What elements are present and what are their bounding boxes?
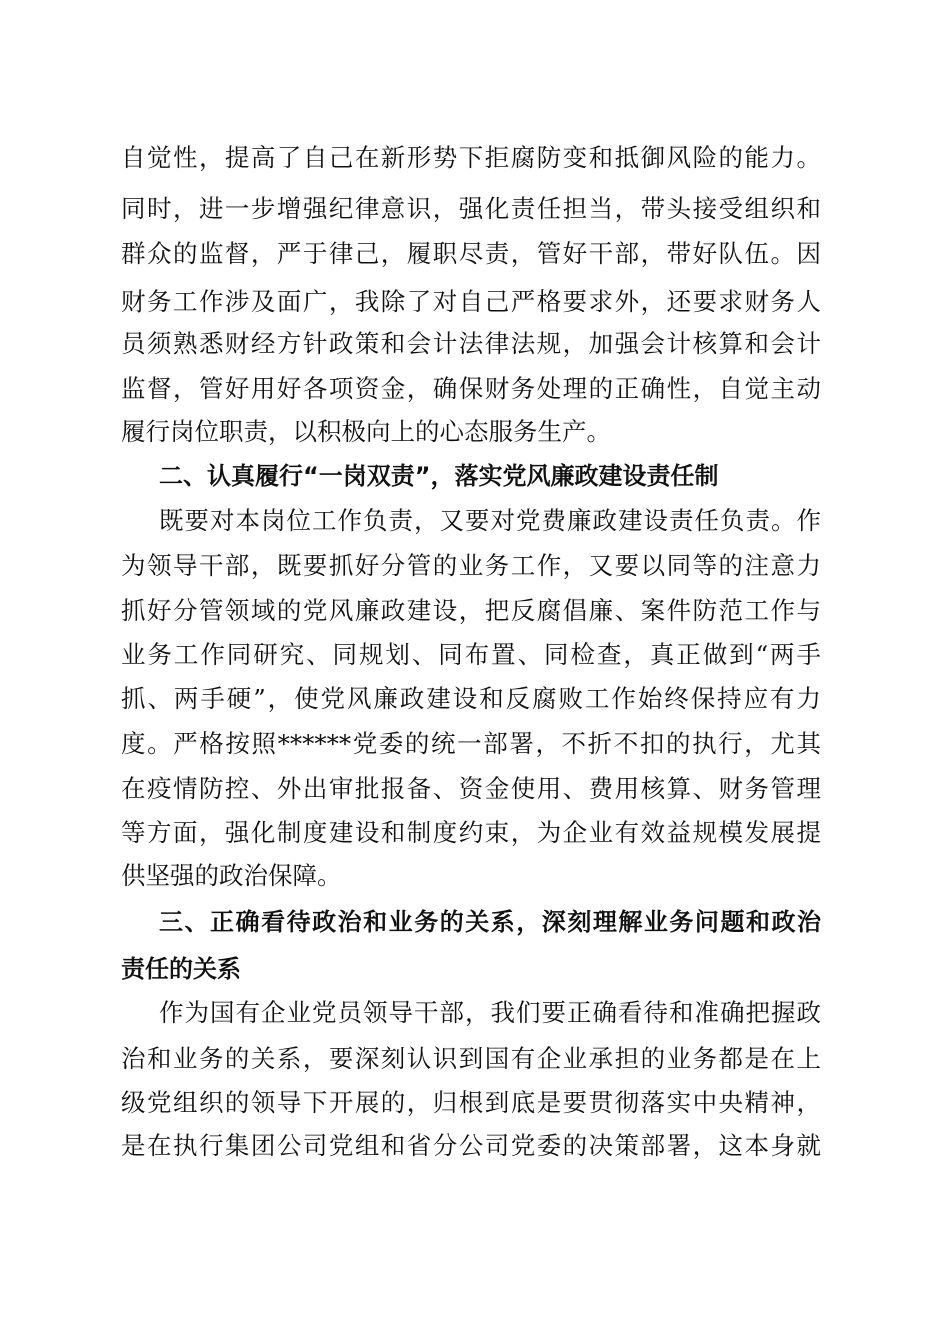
paragraph-line: 群众的监督，严于律己，履职尽责，管好干部，带好队伍。因 — [121, 239, 821, 268]
paragraph-line: 作为国有企业党员领导干部，我们要正确看待和准确把握政 — [159, 998, 821, 1027]
paragraph-line: 为领导干部，既要抓好分管的业务工作，又要以同等的注意力 — [121, 551, 821, 580]
paragraph-line: 自觉性，提高了自己在新形势下拒腐防变和抵御风险的能力。 — [121, 143, 821, 172]
section-heading: 三、正确看待政治和业务的关系，深刻理解业务问题和政治 — [159, 908, 821, 936]
paragraph-line: 治和业务的关系，要深刻认识到国有企业承担的业务都是在上 — [121, 1044, 821, 1073]
paragraph-line: 在疫情防控、外出审批报备、资金使用、费用核算、财务管理 — [121, 774, 821, 803]
paragraph-line: 抓、两手硬”，使党风廉政建设和反腐败工作始终保持应有力 — [121, 684, 821, 713]
paragraph-line: 同时，进一步增强纪律意识，强化责任担当，带头接受组织和 — [121, 194, 821, 223]
paragraph-line: 履行岗位职责，以积极向上的心态服务生产。 — [121, 417, 611, 446]
paragraph-line: 供坚强的政治保障。 — [121, 861, 342, 890]
paragraph-line: 业务工作同研究、同规划、同布置、同检查，真正做到“两手 — [121, 640, 821, 669]
paragraph-line: 级党组织的领导下开展的，归根到底是要贯彻落实中央精神， — [121, 1088, 821, 1117]
paragraph-line: 监督，管好用好各项资金，确保财务处理的正确性，自觉主动 — [121, 374, 821, 403]
paragraph-line: 财务工作涉及面广，我除了对自己严格要求外，还要求财务人 — [121, 287, 821, 316]
paragraph-line: 是在执行集团公司党组和省分公司党委的决策部署，这本身就 — [121, 1131, 821, 1160]
section-heading: 责任的关系 — [121, 955, 241, 983]
section-heading: 二、认真履行“一岗双责”，落实党风廉政建设责任制 — [159, 462, 719, 490]
paragraph-line: 既要对本岗位工作负责，又要对党费廉政建设责任负责。作 — [159, 506, 821, 535]
paragraph-line: 员须熟悉财经方针政策和会计法律法规，加强会计核算和会计 — [121, 329, 821, 358]
paragraph-line: 度。严格按照******党委的统一部署，不折不扣的执行，尤其 — [121, 729, 821, 758]
paragraph-line: 等方面，强化制度建设和制度约束，为企业有效益规模发展提 — [121, 818, 821, 847]
paragraph-line: 抓好分管领域的党风廉政建设，把反腐倡廉、案件防范工作与 — [121, 596, 821, 625]
